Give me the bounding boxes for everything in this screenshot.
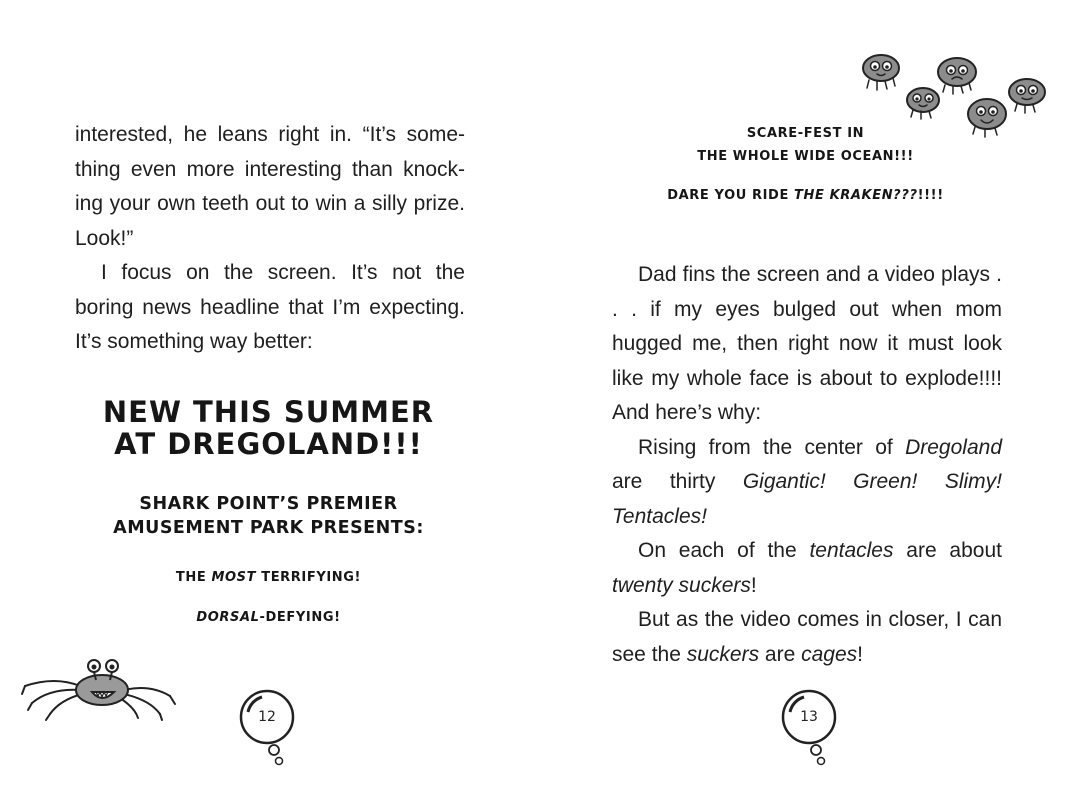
scare-line: THE WHOLE WIDE OCEAN!!!: [697, 149, 914, 164]
paragraph: interested, he leans right in. “It’s some-thing even more interesting than knock-ing your own teeth out to win a silly prize. Look!”: [75, 123, 465, 250]
crab-illustration: [20, 648, 185, 723]
emphasis: THE KRAKEN???: [794, 188, 918, 203]
page-number-label: 12: [258, 709, 276, 725]
page-number: [780, 688, 838, 746]
right-body-text: [612, 258, 1002, 672]
left-body-text: [75, 118, 465, 360]
emphasis: cages: [801, 642, 858, 666]
headline-line: NEW THIS SUMMER: [102, 395, 435, 429]
emphasis: MOST: [211, 570, 257, 585]
headline: [0, 396, 537, 460]
text-fragment: !!!!: [917, 188, 944, 203]
text-fragment: are about: [893, 539, 1002, 562]
page-number: [238, 688, 296, 746]
text-fragment: are thirty: [612, 470, 743, 493]
text-fragment: THE: [175, 570, 212, 585]
text-fragment: !: [750, 573, 757, 597]
left-page: [0, 0, 537, 800]
emphasis: Gigantic! Green! Slimy! Tentacles!: [612, 470, 1002, 528]
emphasis: DORSAL: [196, 610, 260, 625]
paragraph: [612, 603, 1002, 672]
page-number-label: 13: [800, 709, 818, 725]
paragraph: [612, 534, 1002, 603]
text-fragment: On each of the: [638, 539, 810, 562]
dorsal-defying-line: [0, 608, 537, 628]
paragraph: I focus on the screen. It’s not the boring news headline that I’m expecting. It’s something way better:: [75, 261, 465, 353]
text-fragment: !: [857, 642, 864, 666]
text-fragment: -DEFYING!: [259, 610, 341, 625]
text-fragment: DARE YOU RIDE: [667, 188, 795, 203]
paragraph: Dad fins the screen and a video plays . . . if my eyes bulged out when mom hugged me, then right now it must look like my whole face is about to explode!!!! And here’s why:: [612, 263, 1002, 424]
paragraph: [612, 431, 1002, 535]
scare-fest-heading: [537, 122, 1074, 168]
emphasis: twenty suckers: [612, 573, 751, 597]
most-terrifying-line: [0, 568, 537, 588]
emphasis: suckers: [686, 642, 760, 666]
emphasis: tentacles: [809, 539, 894, 562]
right-page: [537, 0, 1075, 800]
text-fragment: TERRIFYING!: [256, 570, 362, 585]
subheadline: [0, 492, 537, 540]
text-fragment: But as the video comes in closer, I can see the: [612, 608, 1002, 666]
emphasis: Dregoland: [905, 435, 1002, 459]
dare-line: [537, 186, 1074, 206]
scare-line: SCARE-FEST IN: [746, 126, 865, 141]
headline-line: AT DREGOLAND!!!: [114, 427, 423, 461]
subheadline-line: SHARK POINT’S PREMIER: [139, 494, 398, 514]
text-fragment: Rising from the center of: [638, 435, 906, 459]
text-fragment: are: [759, 642, 802, 666]
subheadline-line: AMUSEMENT PARK PRESENTS:: [113, 518, 424, 538]
